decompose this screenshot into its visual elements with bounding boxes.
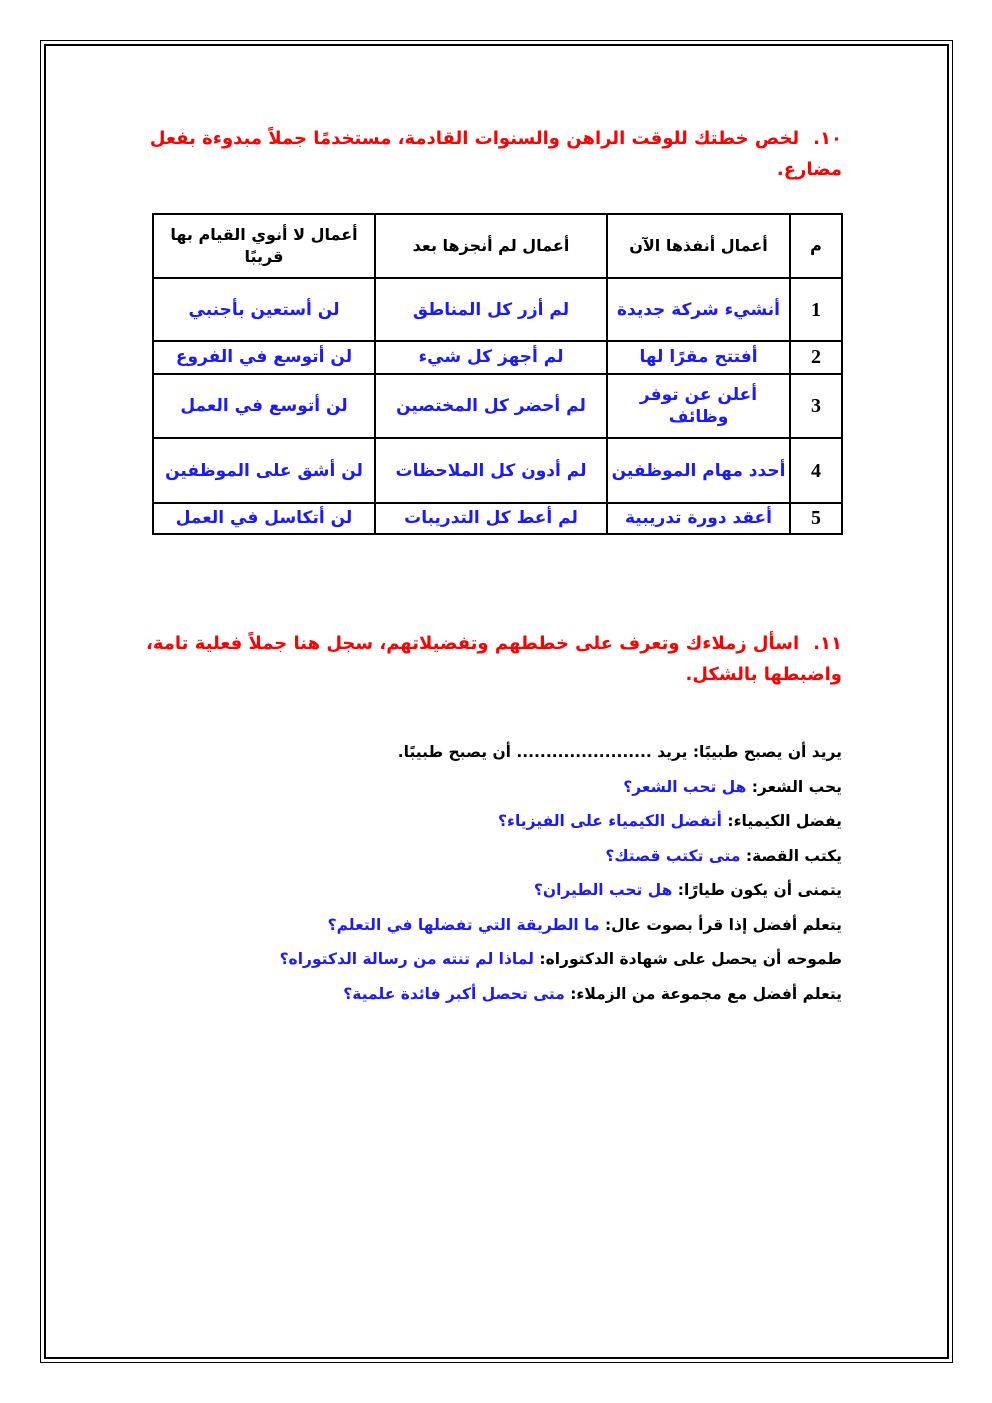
table-row bbox=[153, 278, 842, 340]
cell-not-planned-soon: لن أتوسع في الفروع bbox=[153, 341, 375, 374]
table-header-row bbox=[153, 214, 842, 278]
question-10-number: ١٠. bbox=[813, 128, 842, 149]
sentence-prompt: يتعلم أفضل إذا قرأ بصوت عال: bbox=[599, 915, 842, 934]
header-not-planned-soon: أعمال لا أنوي القيام بها قريبًا bbox=[153, 214, 375, 278]
list-item bbox=[142, 839, 842, 874]
sentence-prompt: يريد أن يصبح طبيبًا: يريد ....................... أن يصبح طبيبًا. bbox=[397, 743, 842, 761]
sentence-answer: ما الطريقة التي تفضلها في التعلم؟ bbox=[327, 915, 600, 934]
sentence-answer: متى تكتب قصتك؟ bbox=[605, 846, 741, 865]
header-not-done-yet: أعمال لم أنجزها بعد bbox=[375, 214, 607, 278]
list-item bbox=[142, 908, 842, 943]
cell-not-done-yet: لم أجهز كل شيء bbox=[375, 341, 607, 374]
table-row bbox=[153, 503, 842, 534]
list-item bbox=[142, 735, 842, 770]
row-number: 1 bbox=[790, 278, 842, 340]
sentence-answer: متى تحصل أكبر فائدة علمية؟ bbox=[343, 984, 565, 1003]
sentence-prompt: يكتب القصة: bbox=[740, 846, 842, 865]
list-item bbox=[142, 873, 842, 908]
plan-table bbox=[152, 213, 843, 535]
cell-not-planned-soon: لن أستعين بأجنبي bbox=[153, 278, 375, 340]
sentence-answer: أتفضل الكيمياء على الفيزياء؟ bbox=[498, 812, 722, 830]
cell-doing-now: أنشيء شركة جديدة bbox=[607, 278, 790, 340]
sentence-prompt: يفضل الكيمياء: bbox=[721, 812, 842, 830]
sentence-list bbox=[142, 735, 842, 1011]
question-10 bbox=[142, 123, 842, 185]
table-row bbox=[153, 341, 842, 374]
cell-not-planned-soon: لن أتكاسل في العمل bbox=[153, 503, 375, 534]
row-number: 4 bbox=[790, 438, 842, 502]
list-item bbox=[142, 977, 842, 1012]
row-number: 3 bbox=[790, 374, 842, 438]
sentence-answer: هل تحب الطيران؟ bbox=[533, 881, 673, 899]
header-number: م bbox=[790, 214, 842, 278]
row-number: 5 bbox=[790, 503, 842, 534]
question-11 bbox=[142, 628, 842, 690]
cell-not-done-yet: لم أزر كل المناطق bbox=[375, 278, 607, 340]
list-item bbox=[142, 942, 842, 977]
list-item bbox=[142, 770, 842, 805]
sentence-answer: هل تحب الشعر؟ bbox=[623, 777, 747, 796]
question-11-text: اسأل زملاءك وتعرف على خططهم وتفضيلاتهم، سجل هنا جملاً فعلية تامة، واضبطها بالشكل. bbox=[146, 633, 842, 685]
table-row bbox=[153, 374, 842, 438]
cell-not-planned-soon: لن أشق على الموظفين bbox=[153, 438, 375, 502]
sentence-answer: لماذا لم تنته من رسالة الدكتوراه؟ bbox=[279, 950, 534, 968]
cell-doing-now: أعلن عن توفر وظائف bbox=[607, 374, 790, 438]
question-10-text: لخص خطتك للوقت الراهن والسنوات القادمة، مستخدمًا جملاً مبدوءة بفعل مضارع. bbox=[149, 128, 842, 180]
table-row bbox=[153, 438, 842, 502]
sentence-prompt: يتمنى أن يكون طيارًا: bbox=[672, 881, 842, 899]
cell-doing-now: أفتتح مقرًا لها bbox=[607, 341, 790, 374]
header-doing-now: أعمال أنفذها الآن bbox=[607, 214, 790, 278]
cell-not-done-yet: لم أعط كل التدريبات bbox=[375, 503, 607, 534]
cell-not-planned-soon: لن أتوسع في العمل bbox=[153, 374, 375, 438]
sentence-prompt: يحب الشعر: bbox=[746, 777, 842, 796]
sentence-prompt: يتعلم أفضل مع مجموعة من الزملاء: bbox=[564, 984, 842, 1003]
cell-not-done-yet: لم أدون كل الملاحظات bbox=[375, 438, 607, 502]
row-number: 2 bbox=[790, 341, 842, 374]
cell-not-done-yet: لم أحضر كل المختصين bbox=[375, 374, 607, 438]
cell-doing-now: أحدد مهام الموظفين bbox=[607, 438, 790, 502]
question-11-number: ١١. bbox=[813, 633, 842, 654]
sentence-prompt: طموحه أن يحصل على شهادة الدكتوراه: bbox=[533, 950, 842, 968]
cell-doing-now: أعقد دورة تدريبية bbox=[607, 503, 790, 534]
list-item bbox=[142, 804, 842, 839]
